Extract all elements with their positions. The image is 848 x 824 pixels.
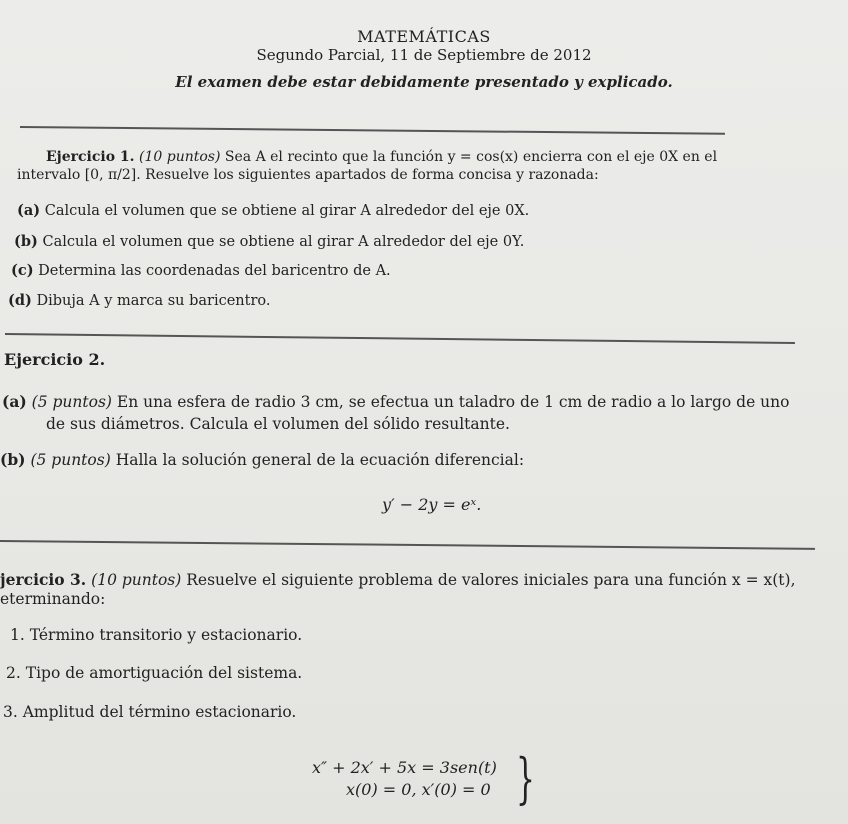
ex1-label: Ejercicio 1. <box>46 149 135 165</box>
ex3-equation-line2: x(0) = 0, x′(0) = 0 <box>346 780 491 799</box>
exam-title: MATEMÁTICAS <box>357 27 491 46</box>
ex2-a-line2: de sus diámetros. Calcula el volumen del sólido resultante. <box>46 415 510 433</box>
ex3-item-3 <box>3 703 296 721</box>
ex1-item-c <box>11 262 391 279</box>
ex2-b-points: (5 puntos) <box>30 451 111 469</box>
ex1-item-c-text: Determina las coordenadas del baricentro de A. <box>38 263 391 279</box>
ex3-item-3-text: Amplitud del término estacionario. <box>22 703 297 721</box>
exam-instruction: El examen debe estar debidamente presentado y explicado. <box>175 73 673 91</box>
divider-2 <box>5 333 795 343</box>
ex3-label: jercicio 3. <box>0 570 87 589</box>
divider-1 <box>20 126 725 134</box>
ex3-line1-text: Resuelve el siguiente problema de valores iniciales para una función x = x(t), <box>186 571 796 589</box>
ex1-item-b-text: Calcula el volumen que se obtiene al girar A alrededor del eje 0Y. <box>42 234 525 250</box>
ex1-line2: intervalo [0, π/2]. Resuelve los siguientes apartados de forma concisa y razonada: <box>17 167 599 183</box>
ex3-points: (10 puntos) <box>91 571 182 589</box>
ex1-item-d <box>8 292 270 309</box>
ex3-item-2 <box>6 664 302 682</box>
ex3-item-3-marker: 3. <box>3 703 18 721</box>
ex1-item-c-marker: (c) <box>11 262 34 279</box>
ex3-item-2-text: Tipo de amortiguación del sistema. <box>25 664 303 682</box>
ex3-line1 <box>0 570 796 589</box>
ex3-equation-line1: x″ + 2x′ + 5x = 3sen(t) <box>312 758 497 777</box>
ex2-b-text: Halla la solución general de la ecuación diferencial: <box>115 451 525 469</box>
ex1-line1 <box>46 149 717 165</box>
ex3-item-2-marker: 2. <box>6 664 21 682</box>
ex2-a-line1 <box>2 392 789 411</box>
ex3-item-1-marker: 1. <box>10 626 25 644</box>
ex1-item-b <box>14 233 524 250</box>
ex2-equation: y′ − 2y = eˣ. <box>382 495 482 514</box>
ex3-line2: eterminando: <box>0 590 106 608</box>
ex3-item-1-text: Término transitorio y estacionario. <box>29 626 303 644</box>
ex1-line1-text: Sea A el recinto que la función y = cos(x) encierra con el eje 0X en el <box>224 149 718 165</box>
ex1-item-d-marker: (d) <box>8 292 32 309</box>
ex3-equation-brace: } <box>516 747 535 810</box>
ex1-points: (10 puntos) <box>139 149 221 165</box>
ex1-item-a-text: Calcula el volumen que se obtiene al girar A alrededor del eje 0X. <box>44 203 530 219</box>
exam-subtitle: Segundo Parcial, 11 de Septiembre de 2012 <box>256 46 592 64</box>
ex2-label: Ejercicio 2. <box>4 350 106 369</box>
ex2-a-points: (5 puntos) <box>31 393 112 411</box>
ex2-b-marker: (b) <box>0 450 26 469</box>
ex1-item-b-marker: (b) <box>14 233 38 250</box>
ex2-a-text: En una esfera de radio 3 cm, se efectua un taladro de 1 cm de radio a lo largo de uno <box>116 393 790 411</box>
ex2-b-line <box>0 450 524 469</box>
ex3-item-1 <box>10 626 302 644</box>
ex1-item-a-marker: (a) <box>17 202 41 219</box>
ex1-item-a <box>17 202 529 219</box>
ex1-item-d-text: Dibuja A y marca su baricentro. <box>36 293 271 309</box>
divider-3 <box>0 540 815 549</box>
ex2-a-marker: (a) <box>2 392 27 411</box>
